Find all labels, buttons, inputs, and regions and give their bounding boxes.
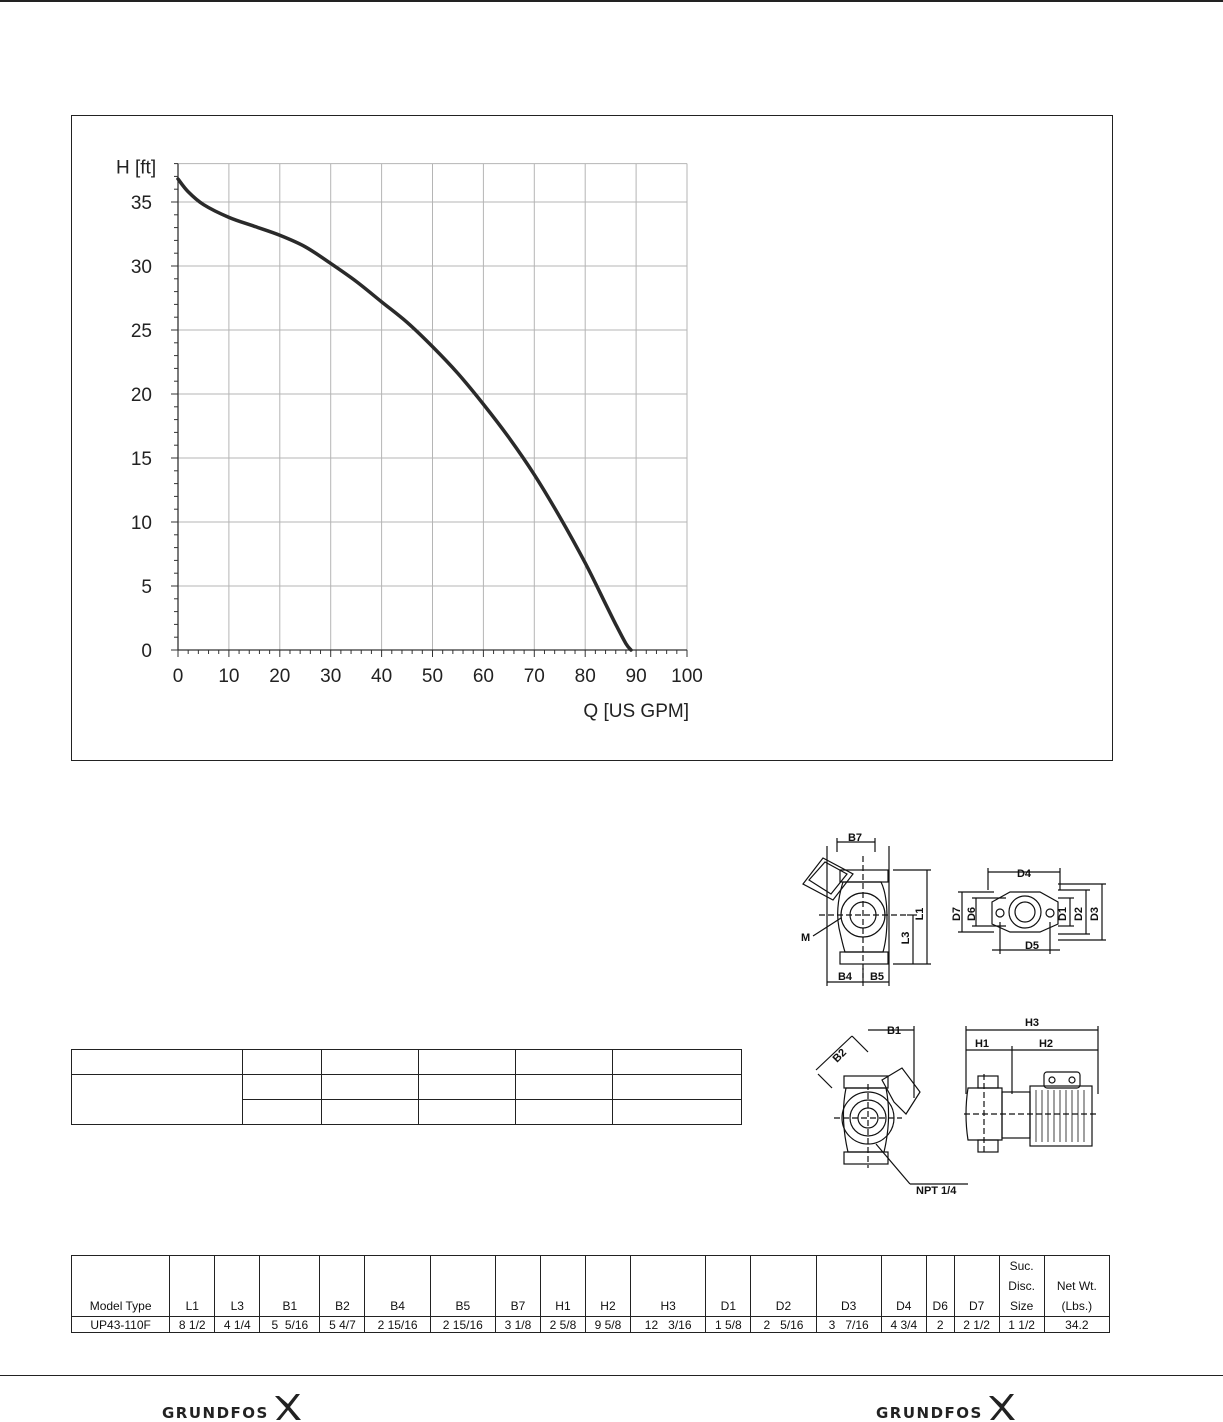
top-rule [0, 0, 1223, 2]
column-header: D6 [926, 1256, 954, 1317]
column-header: Model Type [72, 1256, 170, 1317]
table-cell: UP43-110F [72, 1317, 170, 1333]
table-cell [72, 1050, 243, 1075]
column-header: Suc. Disc. Size [999, 1256, 1044, 1317]
y-tick-label: 15 [130, 449, 152, 470]
column-header: B4 [365, 1256, 430, 1317]
column-header: B2 [320, 1256, 365, 1317]
column-header: L3 [215, 1256, 260, 1317]
table-cell [243, 1075, 322, 1100]
dimensions-table [71, 1255, 1110, 1333]
label-d1: D1 [1057, 906, 1069, 922]
blank-grid-table [71, 1049, 742, 1125]
x-tick-label: 10 [218, 666, 240, 687]
table-cell [419, 1050, 516, 1075]
column-header: D4 [881, 1256, 926, 1317]
x-tick-label: 100 [671, 666, 703, 687]
table-cell: 1 5/8 [706, 1317, 751, 1333]
bottom-rule [0, 1375, 1223, 1376]
table-cell [516, 1050, 613, 1075]
table-cell [613, 1050, 742, 1075]
table-cell: 5 5/16 [260, 1317, 320, 1333]
table-cell [419, 1075, 516, 1100]
column-header: B5 [430, 1256, 495, 1317]
table-cell: 8 1/2 [170, 1317, 215, 1333]
label-d2: D2 [1073, 906, 1085, 922]
table-cell: 34.2 [1044, 1317, 1109, 1333]
label-b1: B1 [886, 1025, 902, 1037]
label-d4: D4 [1016, 868, 1032, 880]
performance-curve-frame [71, 115, 1113, 761]
table-cell [322, 1075, 419, 1100]
table-cell [613, 1075, 742, 1100]
column-header: D2 [751, 1256, 816, 1317]
column-header: Net Wt. (Lbs.) [1044, 1256, 1109, 1317]
table-cell: 2 15/16 [430, 1317, 495, 1333]
grundfos-logo-left [162, 1390, 303, 1422]
table-cell [419, 1100, 516, 1125]
logo-text: GRUNDFOS [162, 1404, 269, 1422]
x-tick-label: 90 [625, 666, 647, 687]
label-m: M [801, 932, 811, 944]
table-cell: 2 5/16 [751, 1317, 816, 1333]
table-cell: 5 4/7 [320, 1317, 365, 1333]
label-b7: B7 [847, 832, 863, 844]
column-header: B7 [495, 1256, 540, 1317]
performance-curve-chart [72, 116, 1112, 760]
table-cell: 4 3/4 [881, 1317, 926, 1333]
dimensions-header-row [72, 1256, 1110, 1317]
x-tick-label: 30 [320, 666, 342, 687]
label-d6: D6 [966, 906, 978, 922]
x-tick-label: 0 [172, 666, 184, 687]
table-row [72, 1317, 1110, 1333]
table-cell: 3 1/8 [495, 1317, 540, 1333]
label-b2: B2 [830, 1046, 850, 1066]
flange-diagram [950, 862, 1110, 958]
table-cell [243, 1050, 322, 1075]
label-l1: L1 [914, 907, 926, 921]
table-cell: 2 1/2 [954, 1317, 999, 1333]
table-cell [613, 1100, 742, 1125]
y-tick-label: 5 [141, 577, 152, 598]
logo-text: GRUNDFOS [876, 1404, 983, 1422]
label-d7: D7 [951, 906, 963, 922]
dimensions-body [72, 1317, 1110, 1333]
label-d5: D5 [1024, 940, 1040, 952]
table-cell: 2 5/8 [540, 1317, 585, 1333]
column-header: L1 [170, 1256, 215, 1317]
table-cell: 1 1/2 [999, 1317, 1044, 1333]
table-cell: 4 1/4 [215, 1317, 260, 1333]
label-h3: H3 [1024, 1017, 1040, 1029]
table-cell [243, 1100, 322, 1125]
column-header: B1 [260, 1256, 320, 1317]
label-npt: NPT 1/4 [916, 1185, 957, 1196]
column-header: D7 [954, 1256, 999, 1317]
table-cell [322, 1050, 419, 1075]
front-view-diagram [795, 828, 945, 988]
side-view-diagram [960, 1014, 1105, 1164]
grundfos-x-icon [987, 1392, 1017, 1422]
table-cell: 2 [926, 1317, 954, 1333]
top-view-diagram [810, 1018, 970, 1196]
label-h1: H1 [974, 1038, 990, 1050]
grundfos-x-icon [273, 1392, 303, 1422]
y-tick-label: 25 [130, 321, 152, 342]
column-header: H2 [585, 1256, 630, 1317]
y-tick-label: 35 [130, 193, 152, 214]
pump-curve-line [178, 179, 631, 650]
table-cell [516, 1075, 613, 1100]
column-header: H1 [540, 1256, 585, 1317]
x-tick-label: 70 [523, 666, 545, 687]
label-b4: B4 [837, 971, 853, 983]
label-h2: H2 [1038, 1038, 1054, 1050]
x-tick-label: 60 [472, 666, 494, 687]
label-l3: L3 [900, 931, 912, 945]
x-tick-label: 50 [421, 666, 444, 687]
table-cell: 3 7/16 [816, 1317, 881, 1333]
table-cell [72, 1075, 243, 1125]
table-cell: 12 3/16 [630, 1317, 705, 1333]
column-header: D1 [706, 1256, 751, 1317]
x-tick-label: 20 [269, 666, 291, 687]
column-header: H3 [630, 1256, 705, 1317]
y-tick-label: 10 [130, 513, 152, 534]
table-cell [516, 1100, 613, 1125]
y-axis-label: H [ft] [116, 157, 157, 179]
x-tick-label: 80 [574, 666, 596, 687]
grundfos-logo-right [876, 1390, 1017, 1422]
label-d3: D3 [1089, 906, 1101, 922]
x-tick-label: 40 [371, 666, 393, 687]
label-b5: B5 [869, 971, 885, 983]
table-cell: 9 5/8 [585, 1317, 630, 1333]
y-tick-label: 20 [130, 385, 152, 406]
table-cell: 2 15/16 [365, 1317, 430, 1333]
y-tick-label: 0 [141, 641, 152, 662]
x-axis-label: Q [US GPM] [583, 701, 689, 722]
column-header: D3 [816, 1256, 881, 1317]
y-tick-label: 30 [130, 257, 152, 278]
table-cell [322, 1100, 419, 1125]
